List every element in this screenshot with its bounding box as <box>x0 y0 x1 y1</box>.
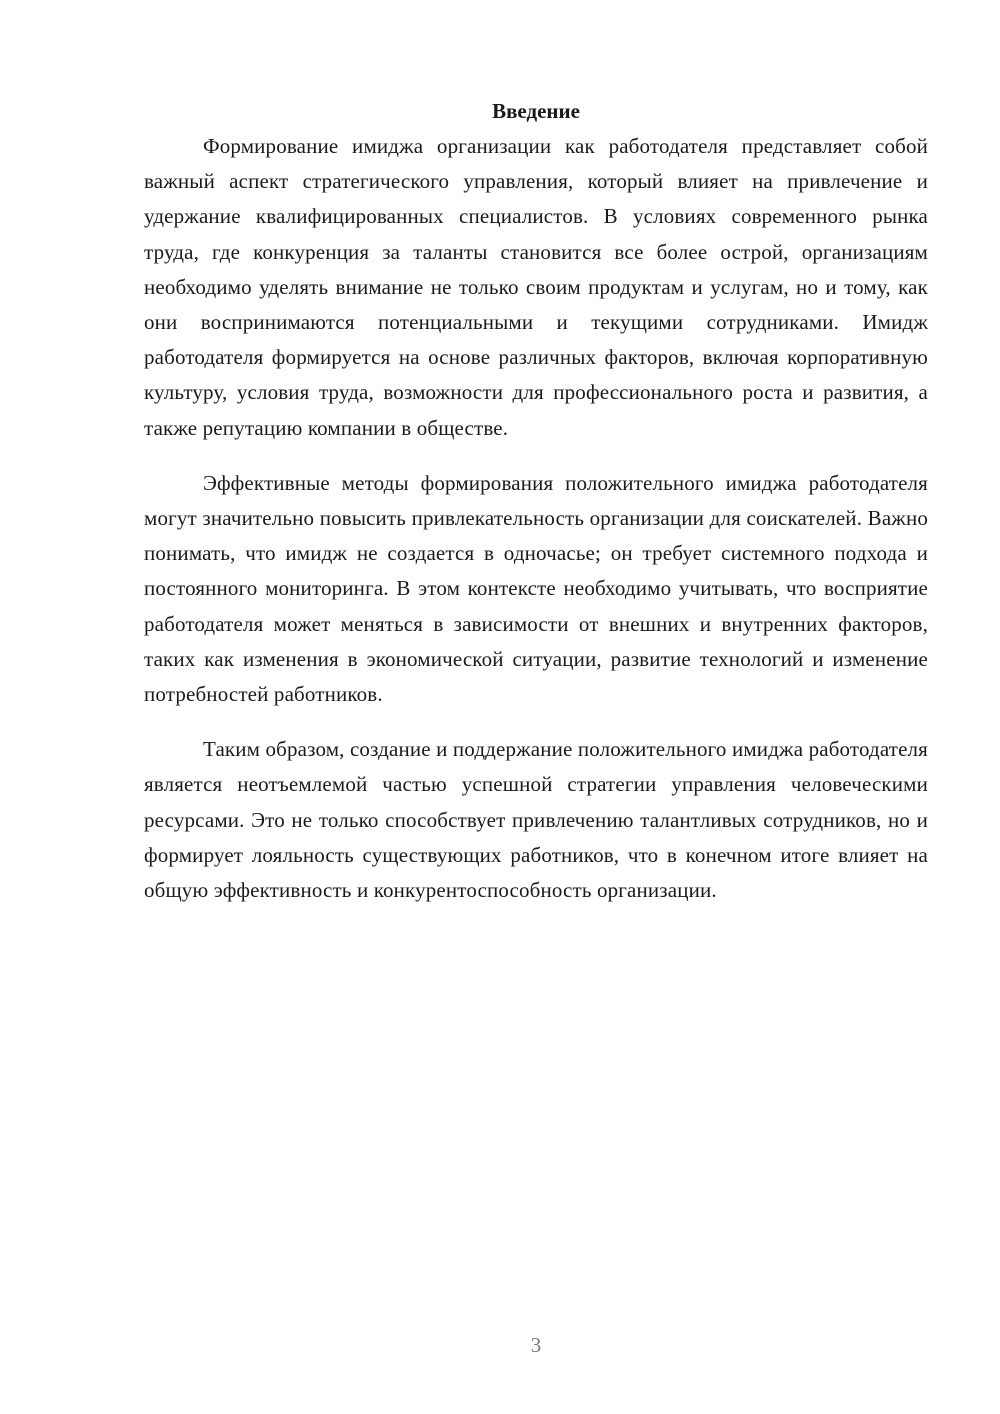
page-number: 3 <box>530 1333 542 1357</box>
paragraph-3: Таким образом, создание и поддержание положительного имиджа работодателя является неотъемлемой частью успешной стратегии управления человеческими ресурсами. Это не только способствует привлечению талантливых сотрудников, но и формирует лояльность существующих работников, что в конечном итоге влияет на общую эффективность и конкурентоспособность организации. <box>144 737 928 903</box>
paragraph-2: Эффективные методы формирования положительного имиджа работодателя могут значительно повысить привлекательность организации для соискателей. Важно понимать, что имидж не создается в одночасье; он требует системного подхода и постоянного мониторинга. В этом контексте необходимо учитывать, что восприятие работодателя может меняться в зависимости от внешних и внутренних факторов, таких как изменения в экономической ситуации, развитие технологий и изменение потребностей работников. <box>144 470 928 707</box>
paragraph-1: Формирование имиджа организации как работодателя представляет собой важный аспект стратегического управления, который влияет на привлечение и удержание квалифицированных специалистов. В условиях современного рынка труда, где конкуренция за таланты становится все более острой, организациям необходимо уделять внимание не только своим продуктам и услугам, но и тому, как они воспринимаются потенциальными и текущими сотрудниками. Имидж работодателя формируется на основе различных факторов, включая корпоративную культуру, условия труда, возможности для профессионального роста и развития, а также репутацию компании в обществе. <box>144 134 928 440</box>
document-page <box>144 96 928 928</box>
page-title: Введение <box>492 99 580 123</box>
